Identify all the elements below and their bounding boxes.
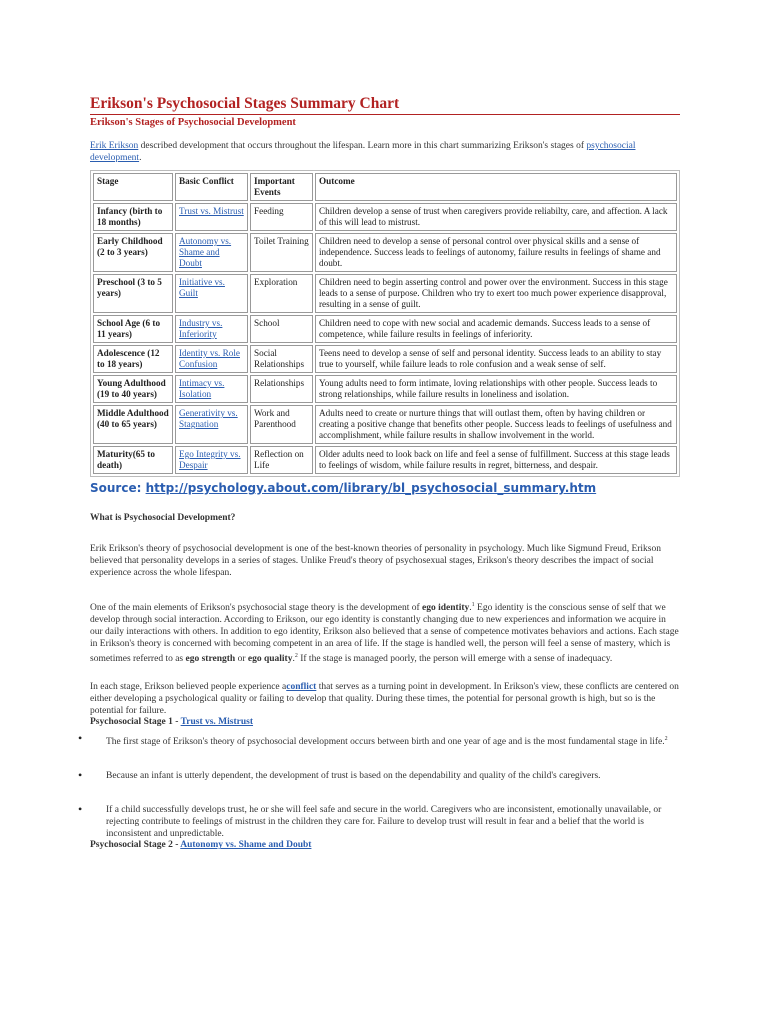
important-events-cell: Feeding	[250, 203, 313, 231]
p2-text-2: Ego identity is the conscious sense of self that we develop through social interaction. According to Erikson, our ego identity is constantly changing due to new experiences and information we acquire in our daily interactions with others. In addition to ego identity, Erikson also believed that a sense of competence motivates behaviors and actions. Each stage in Erikson's theory is concerned with becoming competent in an area of life. If the stage is handled well, the person will feel a sense of mastery, which is sometimes referred to as	[90, 603, 679, 665]
outcome-cell: Older adults need to look back on life and feel a sense of fulfillment. Success at this stage leads to feelings of wisdom, while failure results in regret, bitterness, and despair.	[315, 446, 677, 474]
basic-conflict-link[interactable]: Generativity vs. Stagnation	[175, 405, 248, 444]
source-label: Source:	[90, 481, 146, 495]
page-title: Erikson's Psychosocial Stages Summary Chart	[90, 95, 680, 115]
p2-text-1: One of the main elements of Erikson's psychosocial stage theory is the development of	[90, 603, 423, 614]
basic-conflict-link[interactable]: Industry vs. Inferiority	[175, 315, 248, 343]
stage1-prefix: Psychosocial Stage 1 -	[90, 717, 181, 728]
footnote-ref-2: 2	[294, 653, 298, 660]
document-page	[78, 95, 680, 851]
outcome-cell: Children need to begin asserting control and power over the environment. Success in this stage leads to a sense of purpose. Children who try to exert too much power experience disapproval, resulting in a sense of guilt.	[315, 274, 677, 313]
trust-vs-mistrust-link[interactable]: Trust vs. Mistrust	[180, 717, 254, 728]
intro-paragraph	[90, 140, 680, 164]
outcome-cell: Children need to develop a sense of personal control over physical skills and a sense of independence. Success leads to feelings of autonomy, failure results in feelings of shame and doubt.	[315, 233, 677, 272]
stages-table	[90, 170, 680, 477]
intro-text: described development that occurs throughout the lifespan. Learn more in this chart summarizing Erikson's stages of	[138, 141, 587, 151]
stage-cell: Middle Adulthood (40 to 65 years)	[93, 405, 173, 444]
list-item	[78, 733, 680, 748]
table-row	[93, 405, 677, 444]
header-stage: Stage	[93, 173, 173, 201]
outcome-cell: Young adults need to form intimate, loving relationships with other people. Success leads to strong relationships, while failure results in loneliness and isolation.	[315, 375, 677, 403]
source-line	[90, 481, 680, 495]
header-important-events: Important Events	[250, 173, 313, 201]
basic-conflict-link[interactable]: Initiative vs. Guilt	[175, 274, 248, 313]
stage2-heading	[90, 840, 680, 850]
table-row	[93, 375, 677, 403]
basic-conflict-link[interactable]: Ego Integrity vs. Despair	[175, 446, 248, 474]
ego-identity-term: ego identity	[422, 603, 470, 614]
p2-text-3: or	[235, 654, 248, 665]
footnote-ref-1: 1	[471, 602, 475, 608]
header-outcome: Outcome	[315, 173, 677, 201]
conflict-link[interactable]: conflict	[286, 682, 317, 693]
basic-conflict-link[interactable]: Intimacy vs. Isolation	[175, 375, 248, 403]
stage-cell: School Age (6 to 11 years)	[93, 315, 173, 343]
stage1-bullet-list	[78, 733, 680, 840]
table-header-row	[93, 173, 677, 201]
stage-cell: Adolescence (12 to 18 years)	[93, 345, 173, 373]
bullet-text: The first stage of Erikson's theory of psychosocial development occurs between birth and one year of age and is the most fundamental stage in life.	[106, 737, 665, 748]
table-row	[93, 315, 677, 343]
list-item	[78, 804, 680, 840]
important-events-cell: Work and Parenthood	[250, 405, 313, 444]
list-item	[78, 770, 680, 782]
p2-period-2: .	[292, 654, 295, 665]
important-events-cell: School	[250, 315, 313, 343]
table-row	[93, 345, 677, 373]
outcome-cell: Adults need to create or nurture things that will outlast them, often by having children or creating a positive change that benefits other people. Success leads to feelings of usefulness and accomplishment, while failure results in shallow involvement in the world.	[315, 405, 677, 444]
important-events-cell: Relationships	[250, 375, 313, 403]
intro-end: .	[139, 153, 142, 163]
p3-text-1: In each stage, Erikson believed people experience a	[90, 682, 287, 693]
footnote-ref: 2	[664, 736, 668, 743]
paragraph-1: Erik Erikson's theory of psychosocial development is one of the best-known theories of personality in psychology. Much like Sigmund Freud, Erikson believed that personality develops in a series of stages. Unlike Freud's theory of psychosexual stages, Erikson's theory describes the impact of social experience across the whole lifespan.	[90, 544, 662, 578]
stage-cell: Young Adulthood (19 to 40 years)	[93, 375, 173, 403]
p2-text-4: If the stage is managed poorly, the person will emerge with a sense of inadequacy.	[297, 654, 613, 665]
outcome-cell: Children need to cope with new social and academic demands. Success leads to a sense of competence, while failure results in feelings of inferiority.	[315, 315, 677, 343]
stage-cell: Infancy (birth to 18 months)	[93, 203, 173, 231]
table-row	[93, 446, 677, 474]
bullet-icon: •	[78, 731, 83, 746]
p2-period-1: .	[469, 603, 472, 614]
autonomy-vs-shame-link[interactable]: Autonomy vs. Shame and Doubt	[180, 840, 312, 851]
table-row	[93, 233, 677, 272]
paragraph-3	[90, 681, 680, 717]
important-events-cell: Social Relationships	[250, 345, 313, 373]
psychosocial-development-link[interactable]: psychosocial development	[90, 141, 636, 163]
bullet-icon: •	[78, 802, 83, 817]
outcome-cell: Teens need to develop a sense of self and personal identity. Success leads to an ability to stay true to yourself, while failure leads to role confusion and a weak sense of self.	[315, 345, 677, 373]
paragraph-2	[90, 599, 680, 665]
important-events-cell: Exploration	[250, 274, 313, 313]
page-subtitle: Erikson's Stages of Psychosocial Development	[90, 117, 296, 128]
erik-erikson-link[interactable]: Erik Erikson	[90, 141, 139, 151]
table-row	[93, 274, 677, 313]
basic-conflict-link[interactable]: Trust vs. Mistrust	[175, 203, 248, 231]
header-basic-conflict: Basic Conflict	[175, 173, 248, 201]
bullet-text: Because an infant is utterly dependent, the development of trust is based on the dependability and quality of the child's caregivers.	[106, 771, 601, 782]
section-heading: What is Psychosocial Development?	[90, 513, 236, 523]
stage-cell: Early Childhood (2 to 3 years)	[93, 233, 173, 272]
basic-conflict-link[interactable]: Autonomy vs. Shame and Doubt	[175, 233, 248, 272]
bullet-text: If a child successfully develops trust, he or she will feel safe and secure in the world. Caregivers who are inconsistent, emotionally unavailable, or rejecting contribute to feelings of mistrust in the children they care for. Failure to develop trust will result in fear and a belief that the world is inconsistent and unpredictable.	[106, 805, 662, 840]
stage1-heading	[90, 717, 680, 727]
ego-strength-term: ego strength	[185, 654, 236, 665]
stage2-prefix: Psychosocial Stage 2 -	[90, 840, 181, 851]
important-events-cell: Reflection on Life	[250, 446, 313, 474]
stage-cell: Maturity(65 to death)	[93, 446, 173, 474]
stage-cell: Preschool (3 to 5 years)	[93, 274, 173, 313]
important-events-cell: Toilet Training	[250, 233, 313, 272]
outcome-cell: Children develop a sense of trust when caregivers provide reliabilty, care, and affection. A lack of this will lead to mistrust.	[315, 203, 677, 231]
p3-text-2: that serves as a turning point in development. In Erikson's view, these conflicts are centered on either developing a psychological quality or failing to develop that quality. During these times, the potential for personal growth is high, but so is the potential for failure.	[90, 682, 679, 717]
table-row	[93, 203, 677, 231]
source-link[interactable]: http://psychology.about.com/library/bl_psychosocial_summary.htm	[145, 481, 597, 495]
ego-quality-term: ego quality	[247, 654, 293, 665]
basic-conflict-link[interactable]: Identity vs. Role Confusion	[175, 345, 248, 373]
bullet-icon: •	[78, 768, 83, 783]
